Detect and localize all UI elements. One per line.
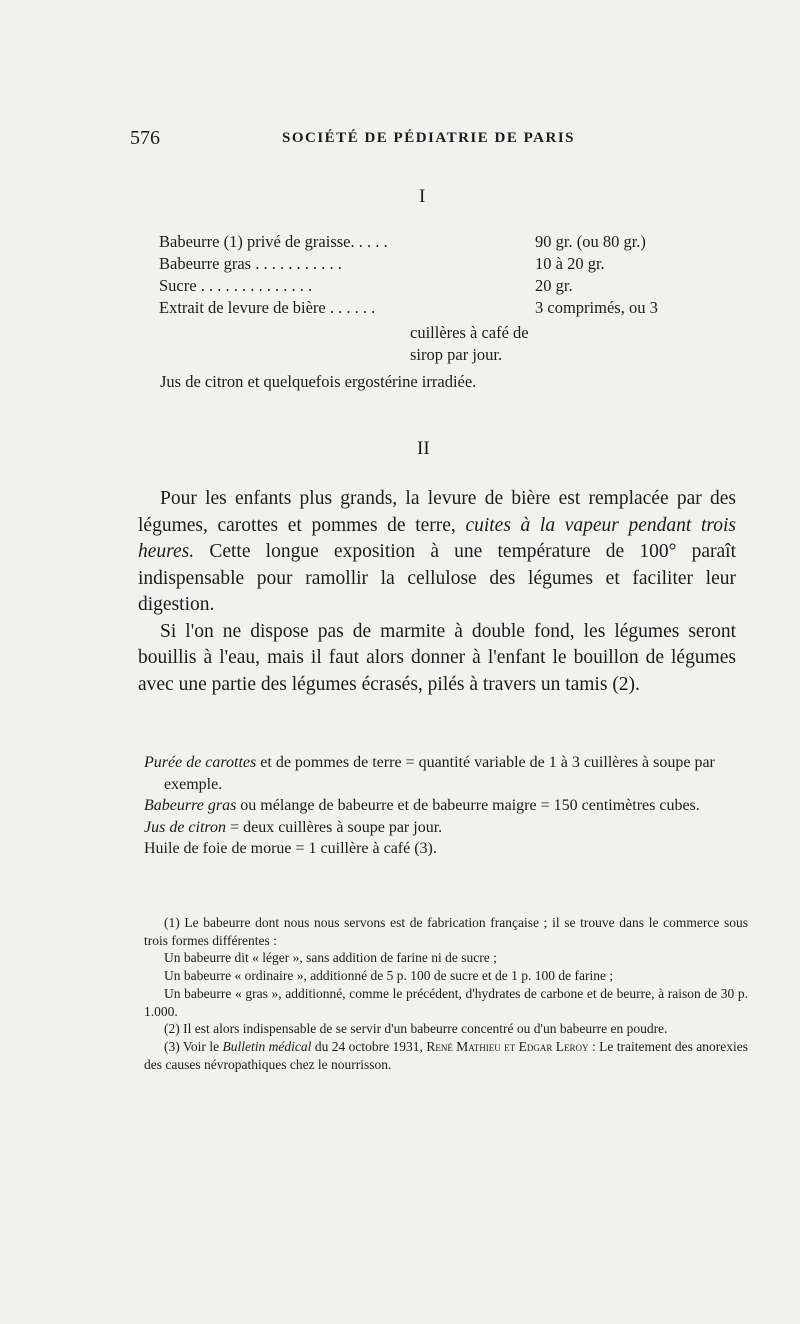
list-item-term: Purée de carottes	[144, 754, 257, 771]
body-text	[138, 486, 736, 698]
citation-title: Bulletin médical	[222, 1038, 312, 1054]
recipe-ingredient: Babeurre (1) privé de graisse. . . . .	[159, 232, 388, 251]
section-numeral-2: II	[417, 438, 430, 459]
recipe-ingredient: Babeurre gras . . . . . . . . . . .	[159, 254, 342, 273]
list-item-term: Babeurre gras	[144, 797, 237, 814]
running-title: SOCIÉTÉ DE PÉDIATRIE DE PARIS	[282, 130, 575, 146]
footnote	[144, 1038, 748, 1073]
paragraph-text: Cette longue exposition à une température de 100° paraît indispensable pour ramollir la cellulose des légumes et faciliter leur digestion.	[138, 541, 737, 615]
footnote: Un babeurre dit « léger », sans addition de farine ni de sucre ;	[164, 950, 497, 966]
footnote: Un babeurre « ordinaire », additionné de 5 p. 100 de sucre et de 1 p. 100 de farine ;	[164, 968, 614, 984]
list-item	[144, 795, 742, 817]
footnote-text: : Le traitement des anorexies des causes névropathiques chez le nourrisson.	[144, 1038, 749, 1072]
paragraph	[138, 486, 736, 619]
footnote: (1) Le babeurre dont nous nous servons est de fabrication française ; il se trouve dans le commerce sous trois formes différentes :	[144, 915, 748, 948]
emphasis: cuites à la vapeur pendant trois heures.	[138, 514, 737, 562]
footnote-text: (3) Voir le	[164, 1038, 220, 1054]
footnotes	[144, 914, 748, 1073]
list-item-text: = deux cuillères à soupe par jour.	[230, 818, 443, 836]
list-item	[144, 752, 742, 795]
list-item-term: Jus de citron	[144, 818, 227, 836]
footnote: Un babeurre « gras », additionné, comme le précédent, d'hydrates de carbone et de beurre, à raison de 30 p. 1.000.	[144, 985, 748, 1019]
recipe-ingredient: Sucre . . . . . . . . . . . . . .	[159, 276, 313, 295]
list-item-text: Huile de foie de morue = 1 cuillère à café (3).	[144, 840, 437, 857]
recipe-quantity: 20 gr.	[535, 276, 573, 295]
recipe-quantity: 10 à 20 gr.	[535, 254, 605, 273]
list-item-text: ou mélange de babeurre et de babeurre maigre = 150 centimètres cubes.	[240, 797, 700, 814]
footnote: (2) Il est alors indispensable de se servir d'un babeurre concentré ou d'un babeurre en poudre.	[164, 1021, 668, 1037]
recipe-table	[159, 232, 759, 320]
citation-authors: René Mathieu et Edgar Leroy	[426, 1038, 589, 1054]
list-item	[144, 817, 742, 839]
recipe-quantity: 3 comprimés, ou 3	[535, 298, 658, 317]
recipe-quantity-continued: cuillères à café de	[410, 323, 529, 342]
paragraph: Si l'on ne dispose pas de marmite à double fond, les légumes seront bouillis à l'eau, mais il faut alors donner à l'enfant le bouillon de légumes avec une partie des légumes écrasés, pilés à travers un tamis (2).	[138, 620, 736, 695]
page-number: 576	[130, 127, 160, 149]
recipe-ingredient: Extrait de levure de bière . . . . . .	[159, 298, 376, 317]
section-numeral-1: I	[419, 186, 426, 207]
recipe-row	[159, 298, 759, 320]
feeding-list	[144, 752, 742, 860]
list-item	[144, 838, 742, 860]
recipe-note: Jus de citron et quelquefois ergostérine irradiée.	[160, 372, 477, 391]
recipe-row	[159, 254, 759, 276]
paragraph-text: Pour les enfants plus grands, la levure de bière est remplacée par des légumes, carottes et pommes de terre,	[138, 488, 736, 536]
list-item-text: et de pommes de terre = quantité variable de 1 à 3 cuillères à soupe par exemple.	[164, 754, 715, 793]
recipe-row	[159, 232, 759, 254]
recipe-quantity-continued: sirop par jour.	[410, 345, 503, 364]
footnote-text: du 24 octobre 1931,	[314, 1038, 423, 1054]
recipe-quantity: 90 gr. (ou 80 gr.)	[535, 232, 646, 251]
recipe-row	[159, 276, 759, 298]
